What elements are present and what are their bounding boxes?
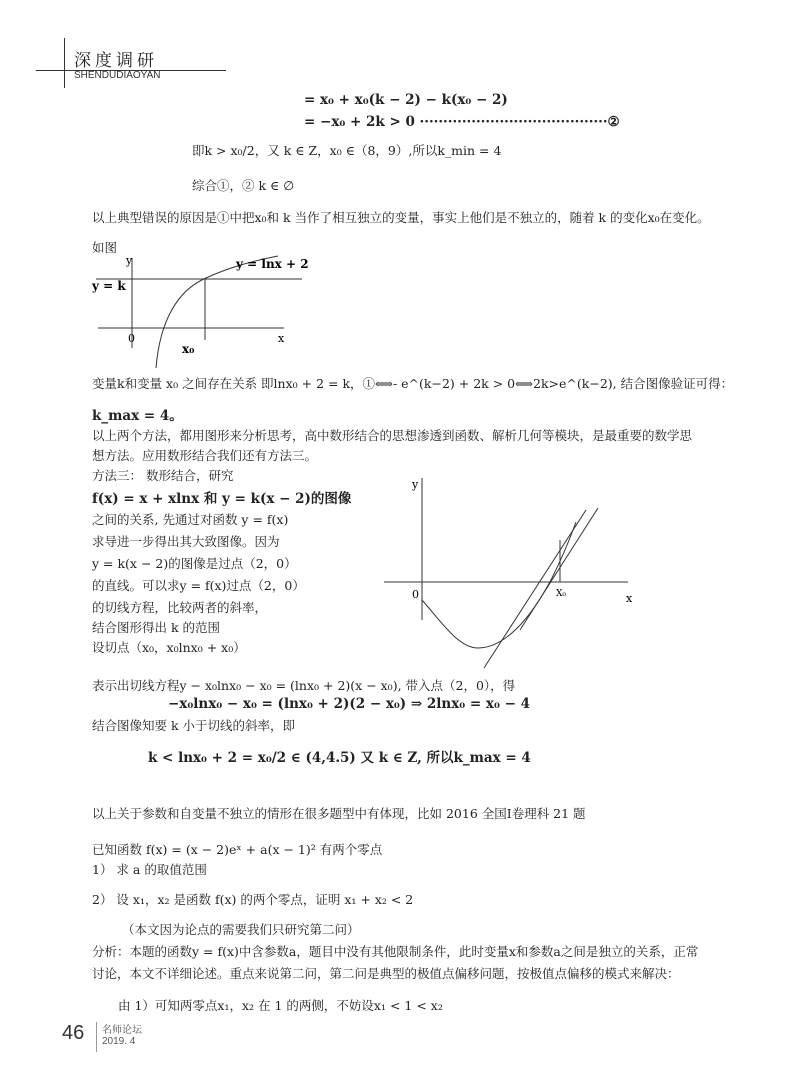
fig1-origin-label: 0	[128, 332, 135, 345]
fig1-curve-label: y = lnx + 2	[236, 257, 309, 271]
method-three-title: 方法三： 数形结合，研究	[92, 468, 234, 483]
method-line: 的直线。可以求y = f(x)过点（2，0）	[92, 578, 305, 593]
method-line: y = k(x − 2)的图像是过点（2，0）	[92, 556, 297, 571]
paragraph-line: 想方法。应用数形结合我们还有方法三。	[92, 448, 318, 463]
tangent-line	[484, 510, 586, 668]
tangent-result-line: −x₀lnx₀ − x₀ = (lnx₀ + 2)(2 − x₀) ⇒ 2lnx₀ = x₀ − 4	[168, 696, 530, 712]
problem-statement: 已知函数 f(x) = (x − 2)eˣ + a(x − 1)² 有两个零点	[92, 842, 383, 857]
issue-date: 2019. 4	[102, 1036, 136, 1047]
k-range-line: k < lnx₀ + 2 = x₀/2 ∈ (4,4.5) 又 k ∈ Z, 所以k_max = 4	[148, 750, 531, 766]
fig2-origin-label: 0	[412, 588, 419, 601]
method-line: f(x) = x + xlnx 和 y = k(x − 2)的图像	[92, 491, 352, 507]
method-line: 设切点（x₀，x₀lnx₀ + x₀）	[92, 640, 246, 655]
analysis-line: 分析：本题的函数y = f(x)中含参数a，题目中没有其他限制条件，此时变量x和参数a之间是独立的关系，正常	[92, 944, 699, 959]
relation-line: 变量k和变量 x₀ 之间存在关系 即lnx₀ + 2 = k，①⟺- e^(k−2) + 2k > 0⟺2k>e^(k−2), 结合图像验证可得：	[92, 376, 734, 391]
footer-rule	[96, 1022, 97, 1052]
combine-line: 综合①，② k ∈ ∅	[192, 178, 295, 193]
f-curve	[422, 522, 576, 648]
fig2-y-label: y	[412, 478, 419, 491]
problem-part-1: 1） 求 a 的取值范围	[92, 862, 207, 877]
note-line: （本文因为论点的需要我们只研究第二问）	[122, 922, 360, 937]
tangent-equation-line: 表示出切线方程y − x₀lnx₀ − x₀ = (lnx₀ + 2)(x − x₀), 带入点（2，0），得	[92, 678, 516, 693]
method-line: 的切线方程，比较两者的斜率，	[92, 600, 268, 615]
problem-part-2: 2） 设 x₁，x₂ 是函数 f(x) 的两个零点，证明 x₁ + x₂ < 2	[92, 892, 414, 907]
figure-intro: 如图	[92, 240, 118, 255]
method-line: 求导进一步得出其大致图像。因为	[92, 534, 280, 549]
header-title: 深度调研	[74, 51, 158, 71]
conclusion-line: 即k > x₀/2，又 k ∈ Z，x₀ ∈（8，9）,所以k_min = 4	[192, 143, 502, 158]
analysis-line: 由 1）可知两零点x₁，x₂ 在 1 的两侧，不妨设x₁ < 1 < x₂	[118, 998, 443, 1013]
paragraph-line: 以上典型错误的原因是①中把x₀和 k 当作了相互独立的变量，事实上他们是不独立的，随着 k 的变化x₀在变化。	[92, 210, 710, 225]
equation-line-2: = −x₀ + 2k > 0 ········································②	[304, 114, 620, 130]
paragraph-line: 以上两个方法，都用图形来分析思考，高中数形结合的思想渗透到函数、解析几何等模块，是最重要的数学思	[92, 428, 693, 443]
fig1-x0-label: x₀	[182, 342, 195, 356]
figure-ln-graph	[88, 250, 312, 374]
method-line: 结合图形得出 k 的范围	[92, 620, 221, 635]
header-subtitle: SHENDUDIAOYAN	[74, 70, 161, 81]
paragraph-line: 以上关于参数和自变量不独立的情形在很多题型中有体现，比如 2016 全国Ⅰ卷理科 21 题	[92, 806, 586, 821]
figure-tangent-graph	[380, 470, 640, 678]
journal-name: 名师论坛	[102, 1025, 142, 1036]
method-line: 之间的关系, 先通过对函数 y = f(x)	[92, 512, 289, 527]
fig2-x0-label: X₀	[556, 589, 567, 599]
ln-curve	[156, 256, 278, 368]
header-vertical-rule	[64, 38, 65, 88]
kmax-line: k_max = 4。	[92, 408, 183, 424]
fig2-x-label: x	[626, 592, 633, 605]
equation-line-1: = x₀ + x₀(k − 2) − k(x₀ − 2)	[304, 92, 508, 108]
secant-line	[520, 508, 598, 630]
fig1-x-label: x	[278, 332, 285, 345]
fig1-y-label: y	[126, 254, 133, 267]
page-number: 46	[62, 1022, 85, 1044]
paragraph-line: 结合图像知要 k 小于切线的斜率，即	[92, 718, 296, 733]
analysis-line: 讨论，本文不详细论述。重点来说第二问，第二问是典型的极值点偏移问题，按极值点偏移的模式来解决：	[92, 966, 680, 981]
fig1-line-label: y = k	[92, 279, 126, 293]
